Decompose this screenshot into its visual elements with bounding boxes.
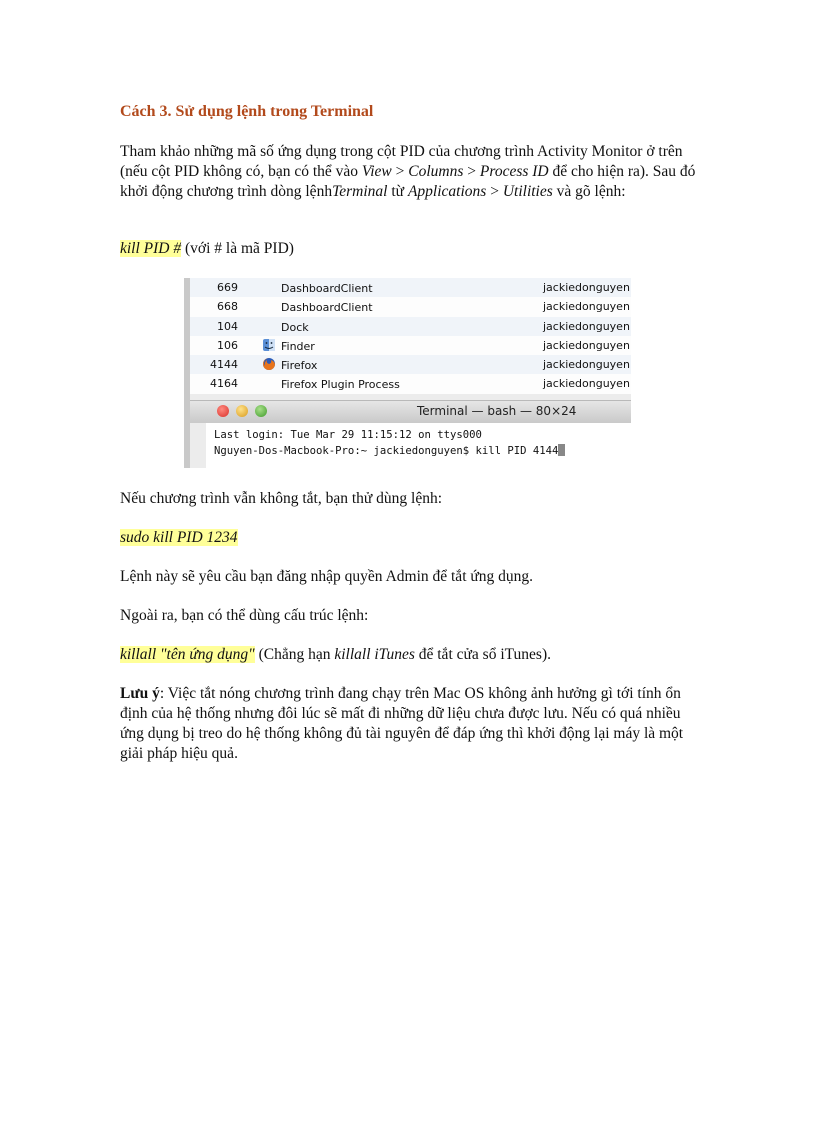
user-cell: jackiedonguyen xyxy=(543,338,630,352)
user-cell: jackiedonguyen xyxy=(543,319,630,333)
terminal-title-bar[interactable] xyxy=(184,400,631,423)
process-name-cell: Finder xyxy=(281,339,315,353)
terminal-line-command xyxy=(214,443,631,459)
process-name-cell: DashboardClient xyxy=(281,301,373,315)
terminal-line-login: Last login: Tue Mar 29 11:15:12 on ttys000 xyxy=(214,429,482,441)
folder-utilities: Utilities xyxy=(502,183,553,200)
table-row[interactable] xyxy=(184,355,631,374)
close-window-icon[interactable] xyxy=(217,405,229,417)
killall-example: killall iTunes xyxy=(334,646,415,663)
activity-monitor-terminal-screenshot xyxy=(184,278,631,468)
paragraph-3: Lệnh này sẽ yêu cầu bạn đăng nhập quyền Admin để tắt ứng dụng. xyxy=(120,568,534,585)
note-label: Lưu ý xyxy=(120,685,160,702)
menu-view: View xyxy=(361,163,392,180)
killall-text-1: (Chẳng hạn xyxy=(254,646,335,663)
pid-cell: 669 xyxy=(217,281,238,294)
sep-2: > xyxy=(463,163,480,180)
user-cell: jackiedonguyen xyxy=(543,281,630,294)
terminal-command-text: Nguyen-Dos-Macbook-Pro:~ jackiedonguyen$ kill PID 4144 xyxy=(214,445,559,457)
menu-columns: Columns xyxy=(408,163,464,180)
paragraph-4: Ngoài ra, bạn có thể dùng cấu trúc lệnh: xyxy=(120,607,369,624)
table-row[interactable] xyxy=(184,336,631,355)
intro-paragraph xyxy=(120,142,700,202)
intro-text-1: Tham khảo những mã số ứng dụng trong cột PID của chương trình Activity Monitor ở trên (nếu cột PID không có, bạn có thể vào xyxy=(120,143,683,180)
process-name-cell: Firefox xyxy=(281,359,318,373)
finder-icon xyxy=(262,338,276,352)
command-sudo: sudo kill PID 1234 xyxy=(120,529,238,546)
process-name-cell: Dock xyxy=(281,320,309,334)
process-name-cell: Firefox Plugin Process xyxy=(281,378,400,392)
pid-cell: 106 xyxy=(217,338,238,352)
pid-cell: 4144 xyxy=(210,358,238,372)
app-terminal: Terminal xyxy=(332,183,388,200)
minimize-window-icon[interactable] xyxy=(236,405,248,417)
terminal-output[interactable] xyxy=(206,423,631,468)
intro-text-3: từ xyxy=(387,183,408,200)
process-name-cell: DashboardClient xyxy=(281,282,373,295)
note-text: : Việc tắt nóng chương trình đang chạy trên Mac OS không ảnh hưởng gì tới tính ổn định của hệ thống nhưng đôi lúc sẽ mất đi những dữ liệu chưa được lưu. Nếu có quá nhiều ứng dụng bị treo do hệ thống không đủ tài nguyên để đáp ứng thì khởi động lại máy là một giải pháp hiệu quả. xyxy=(120,685,684,762)
command-killall: killall "tên ứng dụng" xyxy=(120,646,255,663)
paragraph-2: Nếu chương trình vẫn không tắt, bạn thử dùng lệnh: xyxy=(120,490,443,507)
intro-text-2: để cho hiện ra). Sau đó khởi động chương trình dòng lệnh xyxy=(120,163,696,200)
pid-cell: 4164 xyxy=(210,377,238,391)
firefox-icon xyxy=(262,357,276,371)
user-cell: jackiedonguyen xyxy=(543,377,630,391)
zoom-window-icon[interactable] xyxy=(255,405,267,417)
user-cell: jackiedonguyen xyxy=(543,358,630,372)
cursor-icon xyxy=(558,444,565,456)
command-sudo-line xyxy=(120,528,700,548)
pid-cell: 668 xyxy=(217,300,238,314)
command-kill: kill PID # xyxy=(120,240,182,257)
user-cell: jackiedonguyen xyxy=(543,300,630,314)
intro-text-4: và gõ lệnh: xyxy=(552,183,626,200)
note-paragraph xyxy=(120,684,700,764)
sep-3: > xyxy=(486,183,503,200)
table-row[interactable] xyxy=(184,374,631,393)
table-row[interactable] xyxy=(184,278,631,297)
window-edge xyxy=(184,278,190,468)
command-killall-line xyxy=(120,645,700,665)
terminal-title: Terminal — bash — 80×24 xyxy=(417,404,577,418)
menu-process-id: Process ID xyxy=(479,163,549,180)
folder-applications: Applications xyxy=(407,183,487,200)
section-heading: Cách 3. Sử dụng lệnh trong Terminal xyxy=(120,103,374,120)
table-row[interactable] xyxy=(184,297,631,316)
pid-cell: 104 xyxy=(217,319,238,333)
command-kill-note: (với # là mã PID) xyxy=(181,240,294,257)
process-table xyxy=(184,278,631,394)
command-kill-line xyxy=(120,239,700,259)
sep-1: > xyxy=(391,163,409,180)
table-row[interactable] xyxy=(184,317,631,336)
killall-text-2: để tắt cửa sổ iTunes). xyxy=(414,646,551,663)
